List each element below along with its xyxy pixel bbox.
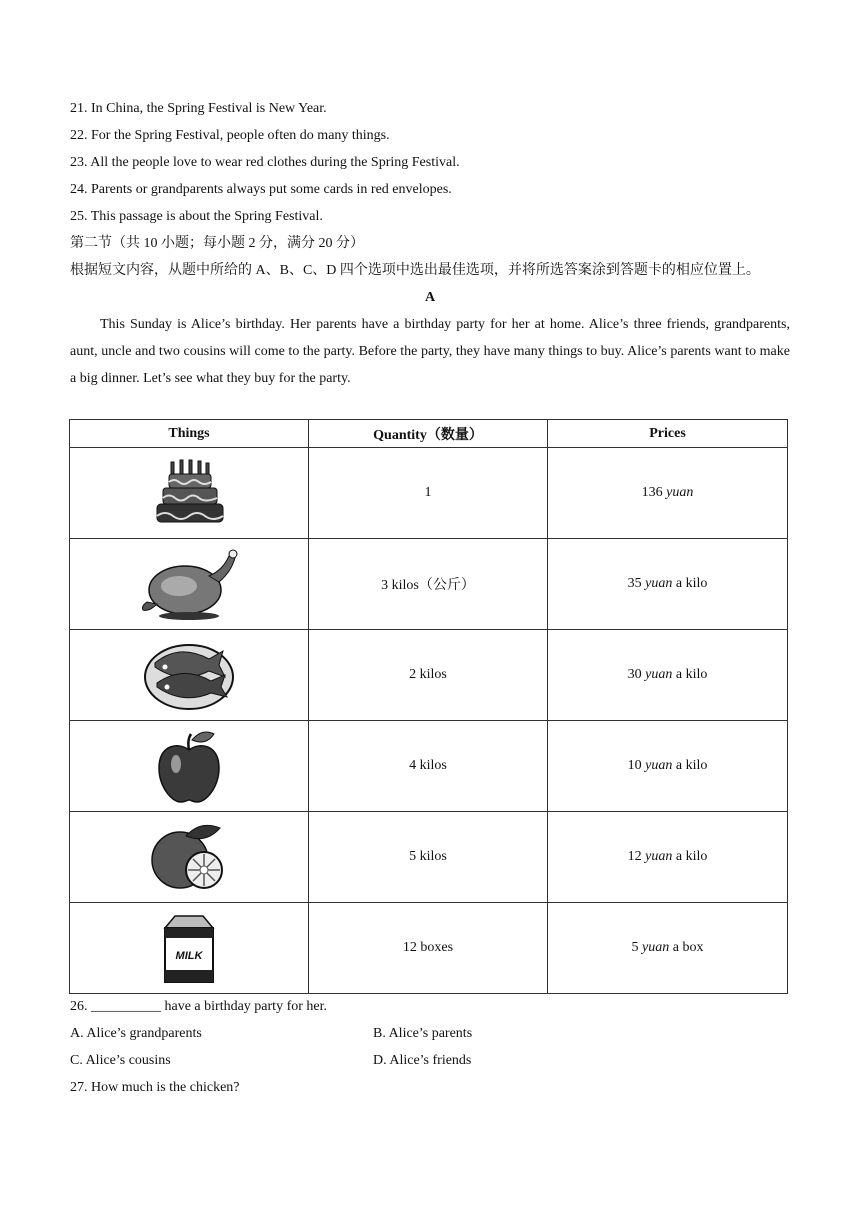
question-26: [70, 993, 790, 1101]
price-value: 5: [631, 940, 639, 955]
price-cell: [548, 539, 788, 630]
thing-cell: [70, 630, 309, 721]
price-cell: [548, 630, 788, 721]
quantity-cell: 5 kilos: [309, 812, 548, 903]
option-d[interactable]: D. Alice’s friends: [373, 1053, 472, 1068]
section-instruction: 根据短文内容，从题中所给的 A、B、C、D 四个选项中选出最佳选项，并将所选答案涂到答题卡的相应位置上。: [70, 263, 760, 278]
price-unit: yuan: [645, 849, 673, 864]
question-stem: 26. __________ have a birthday party for her.: [70, 999, 327, 1014]
question-27-stem: 27. How much is the chicken?: [70, 1080, 240, 1095]
statement-22: 22. For the Spring Festival, people often do many things.: [70, 128, 390, 143]
price-tail: a kilo: [672, 849, 708, 864]
option-a[interactable]: A. Alice’s grandparents: [70, 1026, 202, 1041]
thing-cell: [70, 721, 309, 812]
table-row: [70, 721, 788, 812]
price-value: 30: [627, 667, 642, 682]
price-tail: a box: [669, 940, 704, 955]
svg-text:MILK: MILK: [175, 950, 203, 962]
header-prices: Prices: [548, 420, 788, 448]
orange-icon: [146, 822, 232, 892]
price-unit: yuan: [645, 576, 673, 591]
passage-label: A: [424, 290, 436, 305]
section-header: 第二节（共 10 小题；每小题 2 分，满分 20 分）: [70, 236, 364, 251]
price-value: 35: [627, 576, 642, 591]
thing-cell: [70, 903, 309, 994]
price-cell: [548, 448, 788, 539]
quantity-cell: 2 kilos: [309, 630, 548, 721]
statement-24: 24. Parents or grandparents always put some cards in red envelopes.: [70, 182, 452, 197]
price-cell: [548, 903, 788, 994]
quantity-cell: 12 boxes: [309, 903, 548, 994]
price-tail: a kilo: [672, 758, 708, 773]
header-things: Things: [70, 420, 309, 448]
table-header-row: [70, 420, 788, 448]
shopping-table: [69, 419, 788, 994]
quantity-cell: 4 kilos: [309, 721, 548, 812]
price-tail: a kilo: [672, 576, 708, 591]
fish-plate-icon: [141, 637, 237, 713]
price-unit: yuan: [645, 758, 673, 773]
price-tail: a kilo: [672, 667, 708, 682]
table-row: [70, 812, 788, 903]
birthday-cake-icon: [149, 458, 229, 528]
options-row: [70, 1047, 790, 1074]
thing-cell: [70, 448, 309, 539]
quantity-cell: 1: [309, 448, 548, 539]
table-row: [70, 539, 788, 630]
thing-cell: [70, 539, 309, 630]
table-row: [70, 448, 788, 539]
statement-25: 25. This passage is about the Spring Festival.: [70, 209, 323, 224]
price-cell: [548, 812, 788, 903]
price-value: 10: [627, 758, 642, 773]
options-row: [70, 1020, 790, 1047]
header-quantity: Quantity（数量）: [309, 420, 548, 448]
price-unit: yuan: [642, 940, 670, 955]
price-unit: yuan: [666, 485, 694, 500]
passage-text: This Sunday is Alice’s birthday. Her parents have a birthday party for her at home. Alice’s three friends, grandparents, aunt, uncle and two cousins will come to the party. Before the party, they have many things to buy. Alice’s parents want to make a big dinner. Let’s see what they buy for the party.: [70, 317, 790, 386]
option-b[interactable]: B. Alice’s parents: [373, 1026, 473, 1041]
thing-cell: [70, 812, 309, 903]
apple-icon: [154, 728, 224, 804]
price-unit: yuan: [645, 667, 673, 682]
price-cell: [548, 721, 788, 812]
table-row: [70, 903, 788, 994]
quantity-cell: 3 kilos（公斤）: [309, 539, 548, 630]
price-value: 12: [627, 849, 642, 864]
option-c[interactable]: C. Alice’s cousins: [70, 1053, 171, 1068]
table-row: [70, 630, 788, 721]
statement-21: 21. In China, the Spring Festival is New Year.: [70, 101, 327, 116]
milk-box-icon: [157, 912, 221, 984]
roast-chicken-icon: [139, 546, 239, 622]
statement-23: 23. All the people love to wear red clothes during the Spring Festival.: [70, 155, 460, 170]
price-value: 136: [641, 485, 663, 500]
page-body: [70, 95, 790, 392]
